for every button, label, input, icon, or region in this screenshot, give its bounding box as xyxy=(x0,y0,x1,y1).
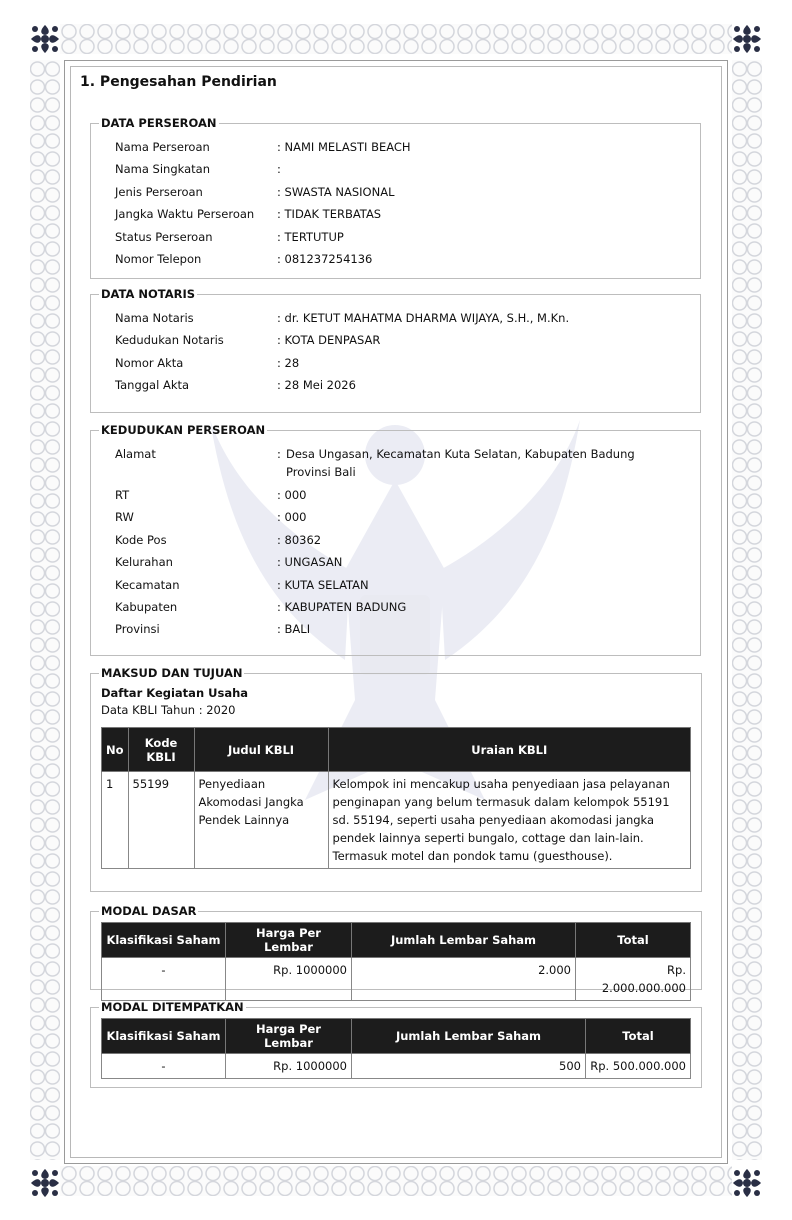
field-row xyxy=(101,618,690,640)
field-row xyxy=(101,136,690,158)
field-value: : 081237254136 xyxy=(277,252,373,267)
section-legend: MAKSUD DAN TUJUAN xyxy=(101,666,243,680)
field-label: Kode Pos xyxy=(115,532,167,547)
field-label: Nomor Telepon xyxy=(115,252,202,267)
field-value: : KOTA DENPASAR xyxy=(277,333,381,348)
cell-harga: Rp. 1000000 xyxy=(226,1054,352,1079)
table-row xyxy=(102,958,691,1001)
field-value: : TERTUTUP xyxy=(277,229,344,244)
field-label: Kabupaten xyxy=(115,600,178,615)
cell-total: Rp. 500.000.000 xyxy=(586,1054,691,1079)
field-row xyxy=(101,226,690,248)
field-row xyxy=(101,484,690,506)
field-label: Tanggal Akta xyxy=(115,378,190,393)
section-legend: MODAL DITEMPATKAN xyxy=(101,1000,244,1014)
cell-no: 1 xyxy=(102,772,129,869)
field-row xyxy=(101,529,690,551)
kbli-table xyxy=(101,727,691,869)
section-modal-dasar xyxy=(90,904,702,995)
cell-total: Rp. 2.000.000.000 xyxy=(576,958,691,1001)
section-data-notaris xyxy=(90,287,701,413)
col-header-jumlah: Jumlah Lembar Saham xyxy=(352,1019,586,1054)
field-value: : 000 xyxy=(277,510,307,525)
ornament-icon xyxy=(730,22,764,56)
field-label: Nomor Akta xyxy=(115,355,184,370)
section-legend: MODAL DASAR xyxy=(101,904,197,918)
field-value: : TIDAK TERBATAS xyxy=(277,207,382,222)
border-pattern-left xyxy=(30,60,60,1160)
section-modal-ditempatkan xyxy=(90,1000,702,1088)
field-value: : BALI xyxy=(277,622,311,637)
field-row xyxy=(101,596,690,618)
kbli-year-note: Data KBLI Tahun : 2020 xyxy=(101,703,236,717)
section-kedudukan-perseroan xyxy=(90,423,701,656)
table-row xyxy=(102,772,691,869)
col-header-total: Total xyxy=(586,1019,691,1054)
cell-klasifikasi: - xyxy=(102,958,226,1001)
field-label: Alamat xyxy=(115,447,156,461)
cell-klasifikasi: - xyxy=(102,1054,226,1079)
col-header-klasifikasi: Klasifikasi Saham xyxy=(102,923,226,958)
table-header-row xyxy=(102,1019,691,1054)
field-label: Nama Singkatan xyxy=(115,162,210,177)
field-label: Status Perseroan xyxy=(115,229,213,244)
cell-harga: Rp. 1000000 xyxy=(226,958,352,1001)
field-row xyxy=(101,574,690,596)
border-pattern-top xyxy=(60,24,732,54)
cell-uraian: Kelompok ini mencakup usaha penyediaan jasa pelayanan penginapan yang belum termasuk dalam kelompok 55191 sd. 55194, seperti usaha penyediaan akomodasi jangka pendek lainnya seperti bungalo, cottage dan lain-lain. Termasuk motel dan pondok tamu (guesthouse). xyxy=(328,772,690,869)
ornament-icon xyxy=(28,1166,62,1200)
field-label: RW xyxy=(115,510,134,525)
field-row xyxy=(101,352,690,374)
col-header-judul: Judul KBLI xyxy=(194,728,328,772)
field-row xyxy=(101,329,690,351)
field-label: Provinsi xyxy=(115,622,160,637)
field-label: Kedudukan Notaris xyxy=(115,333,224,348)
alamat-line-2: Provinsi Bali xyxy=(286,465,356,479)
alamat-line-1: Desa Ungasan, Kecamatan Kuta Selatan, Kabupaten Badung xyxy=(286,447,635,461)
col-header-klasifikasi: Klasifikasi Saham xyxy=(102,1019,226,1054)
field-row xyxy=(101,374,690,396)
section-data-perseroan xyxy=(90,116,701,279)
table-header-row xyxy=(102,923,691,958)
field-colon: : xyxy=(277,447,281,461)
ornament-icon xyxy=(28,22,62,56)
field-value: : 28 xyxy=(277,355,300,370)
cell-kode: 55199 xyxy=(128,772,194,869)
field-label: Kelurahan xyxy=(115,555,173,570)
table-header-row xyxy=(102,728,691,772)
field-value xyxy=(286,443,690,484)
field-row xyxy=(101,506,690,528)
document-content xyxy=(80,72,710,1088)
section-legend: KEDUDUKAN PERSEROAN xyxy=(101,423,266,437)
page-title: 1. Pengesahan Pendirian xyxy=(80,74,277,90)
field-label: Kecamatan xyxy=(115,577,180,592)
col-header-harga: Harga Per Lembar xyxy=(226,1019,352,1054)
modal-ditempatkan-table xyxy=(101,1018,691,1079)
field-value: : SWASTA NASIONAL xyxy=(277,184,395,199)
border-pattern-right xyxy=(732,60,762,1160)
kegiatan-usaha-title: Daftar Kegiatan Usaha xyxy=(101,686,249,700)
col-header-kode: Kode KBLI xyxy=(128,728,194,772)
field-label: Nama Notaris xyxy=(115,311,194,325)
col-header-jumlah: Jumlah Lembar Saham xyxy=(352,923,576,958)
col-header-no: No xyxy=(102,728,129,772)
field-value: : 000 xyxy=(277,488,307,502)
field-label: Jenis Perseroan xyxy=(115,184,203,199)
field-row xyxy=(101,203,690,225)
field-label: Nama Perseroan xyxy=(115,140,210,154)
section-legend: DATA NOTARIS xyxy=(101,287,196,301)
section-maksud-dan-tujuan xyxy=(90,666,702,892)
field-row xyxy=(101,551,690,573)
field-value: : UNGASAN xyxy=(277,555,343,570)
field-label: Jangka Waktu Perseroan xyxy=(115,207,255,222)
field-label: RT xyxy=(115,488,130,502)
field-value: : KUTA SELATAN xyxy=(277,577,369,592)
modal-dasar-table xyxy=(101,922,691,1001)
field-row xyxy=(101,158,690,180)
field-row xyxy=(101,307,690,329)
cell-jumlah: 2.000 xyxy=(352,958,576,1001)
cell-judul: Penyediaan Akomodasi Jangka Pendek Lainnya xyxy=(194,772,328,869)
col-header-uraian: Uraian KBLI xyxy=(328,728,690,772)
field-row xyxy=(101,248,690,270)
cell-jumlah: 500 xyxy=(352,1054,586,1079)
field-value: : KABUPATEN BADUNG xyxy=(277,600,407,615)
field-value: : xyxy=(277,162,281,177)
table-row xyxy=(102,1054,691,1079)
ornament-icon xyxy=(730,1166,764,1200)
field-value: : dr. KETUT MAHATMA DHARMA WIJAYA, S.H., M.Kn. xyxy=(277,311,570,325)
field-row xyxy=(101,181,690,203)
field-row-alamat xyxy=(101,443,690,484)
border-pattern-bottom xyxy=(60,1166,732,1196)
field-value: : NAMI MELASTI BEACH xyxy=(277,140,411,154)
col-header-total: Total xyxy=(576,923,691,958)
field-value: : 28 Mei 2026 xyxy=(277,378,356,393)
field-value: : 80362 xyxy=(277,532,322,547)
col-header-harga: Harga Per Lembar xyxy=(226,923,352,958)
section-legend: DATA PERSEROAN xyxy=(101,116,217,130)
